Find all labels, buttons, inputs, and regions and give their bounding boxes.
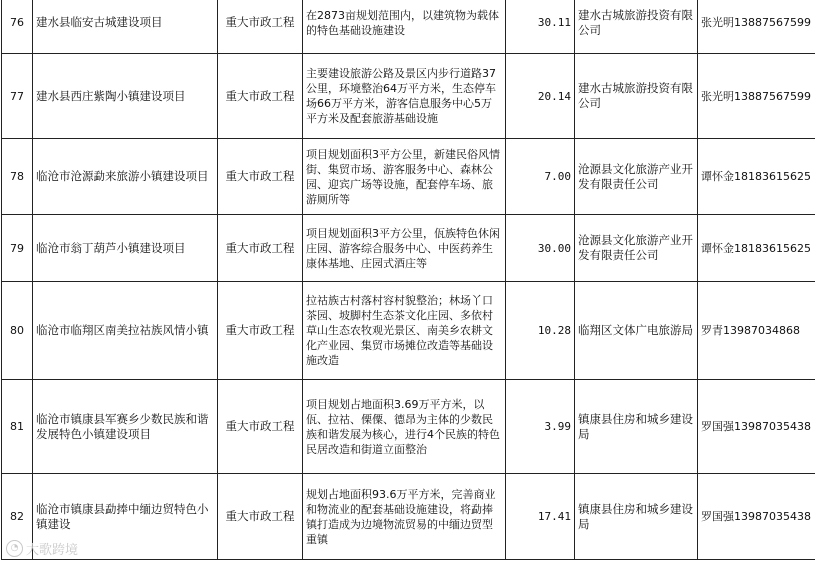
contact-person: 张光明13887567599	[698, 54, 815, 139]
responsible-organization: 镇康县住房和城乡建设局	[575, 474, 698, 560]
project-description: 拉祜族古村落村容村貌整治；林场丫口茶园、坡脚村生态茶文化庄园、多依村草山生态农牧观光景区、南美乡农耕文化产业园、集贸市场摊位改造等基础设施改造	[303, 282, 506, 380]
project-type: 重大市政工程	[218, 474, 303, 560]
investment-amount: 30.00	[506, 215, 575, 282]
project-description: 主要建设旅游公路及景区内步行道路37公里，环境整治64万平方米，生态停车场66万平方米，游客信息服务中心5万平方米及配套旅游基础设施	[303, 54, 506, 139]
row-number: 80	[2, 282, 33, 380]
investment-amount: 10.28	[506, 282, 575, 380]
investment-amount: 3.99	[506, 380, 575, 474]
investment-amount: 30.11	[506, 0, 575, 54]
responsible-organization: 沧源县文化旅游产业开发有限责任公司	[575, 139, 698, 215]
contact-person: 罗国强13987035438	[698, 474, 815, 560]
table-row	[2, 380, 815, 474]
project-name: 临沧市镇康县军赛乡少数民族和谐发展特色小镇建设项目	[33, 380, 218, 474]
responsible-organization: 建水古城旅游投资有限公司	[575, 0, 698, 54]
row-number: 81	[2, 380, 33, 474]
project-name: 建水县临安古城建设项目	[33, 0, 218, 54]
project-name: 建水县西庄紫陶小镇建设项目	[33, 54, 218, 139]
project-description: 在2873亩规划范围内，以建筑物为载体的特色基础设施建设	[303, 0, 506, 54]
project-description: 项目规划占地面积3.69万平方米，以佤、拉祜、傈僳、德昂为主体的少数民族和谐发展为核心，进行4个民族的特色民居改造和街道立面整治	[303, 380, 506, 474]
project-name: 临沧市翁丁葫芦小镇建设项目	[33, 215, 218, 282]
row-number: 79	[2, 215, 33, 282]
project-name: 临沧市镇康县勐捧中缅边贸特色小镇建设	[33, 474, 218, 560]
contact-person: 罗青13987034868	[698, 282, 815, 380]
project-type: 重大市政工程	[218, 215, 303, 282]
table-row	[2, 282, 815, 380]
contact-person: 张光明13887567599	[698, 0, 815, 54]
watermark-text: 大歌跨境	[26, 543, 79, 558]
sina-weibo-logo-icon: ◔	[6, 540, 23, 557]
investment-amount: 17.41	[506, 474, 575, 560]
project-description: 规划占地面积93.6万平方米，完善商业和物流业的配套基础设施建设，将勐捧镇打造成为边境物流贸易的中缅边贸型重镇	[303, 474, 506, 560]
table-row	[2, 215, 815, 282]
row-number: 76	[2, 0, 33, 54]
project-description: 项目规划面积3平方公里，新建民俗风情街、集贸市场、游客服务中心、森林公园、迎宾广场等设施，配套停车场、旅游厕所等	[303, 139, 506, 215]
table-row	[2, 0, 815, 54]
contact-person: 谭怀金18183615625	[698, 215, 815, 282]
table-row	[2, 54, 815, 139]
watermark	[6, 539, 78, 558]
investment-amount: 20.14	[506, 54, 575, 139]
row-number: 78	[2, 139, 33, 215]
contact-person: 谭怀金18183615625	[698, 139, 815, 215]
project-type: 重大市政工程	[218, 0, 303, 54]
responsible-organization: 临翔区文体广电旅游局	[575, 282, 698, 380]
project-table	[1, 0, 815, 560]
project-type: 重大市政工程	[218, 282, 303, 380]
project-type: 重大市政工程	[218, 380, 303, 474]
responsible-organization: 镇康县住房和城乡建设局	[575, 380, 698, 474]
row-number: 82	[2, 474, 33, 560]
table-row	[2, 139, 815, 215]
responsible-organization: 建水古城旅游投资有限公司	[575, 54, 698, 139]
project-name: 临沧市沧源勐来旅游小镇建设项目	[33, 139, 218, 215]
row-number: 77	[2, 54, 33, 139]
table-row	[2, 474, 815, 560]
project-type: 重大市政工程	[218, 139, 303, 215]
project-type: 重大市政工程	[218, 54, 303, 139]
project-name: 临沧市临翔区南美拉祜族风情小镇	[33, 282, 218, 380]
investment-amount: 7.00	[506, 139, 575, 215]
project-description: 项目规划面积3平方公里，佤族特色休闲庄园、游客综合服务中心、中医药养生康体基地、庄园式酒庄等	[303, 215, 506, 282]
contact-person: 罗国强13987035438	[698, 380, 815, 474]
responsible-organization: 沧源县文化旅游产业开发有限责任公司	[575, 215, 698, 282]
